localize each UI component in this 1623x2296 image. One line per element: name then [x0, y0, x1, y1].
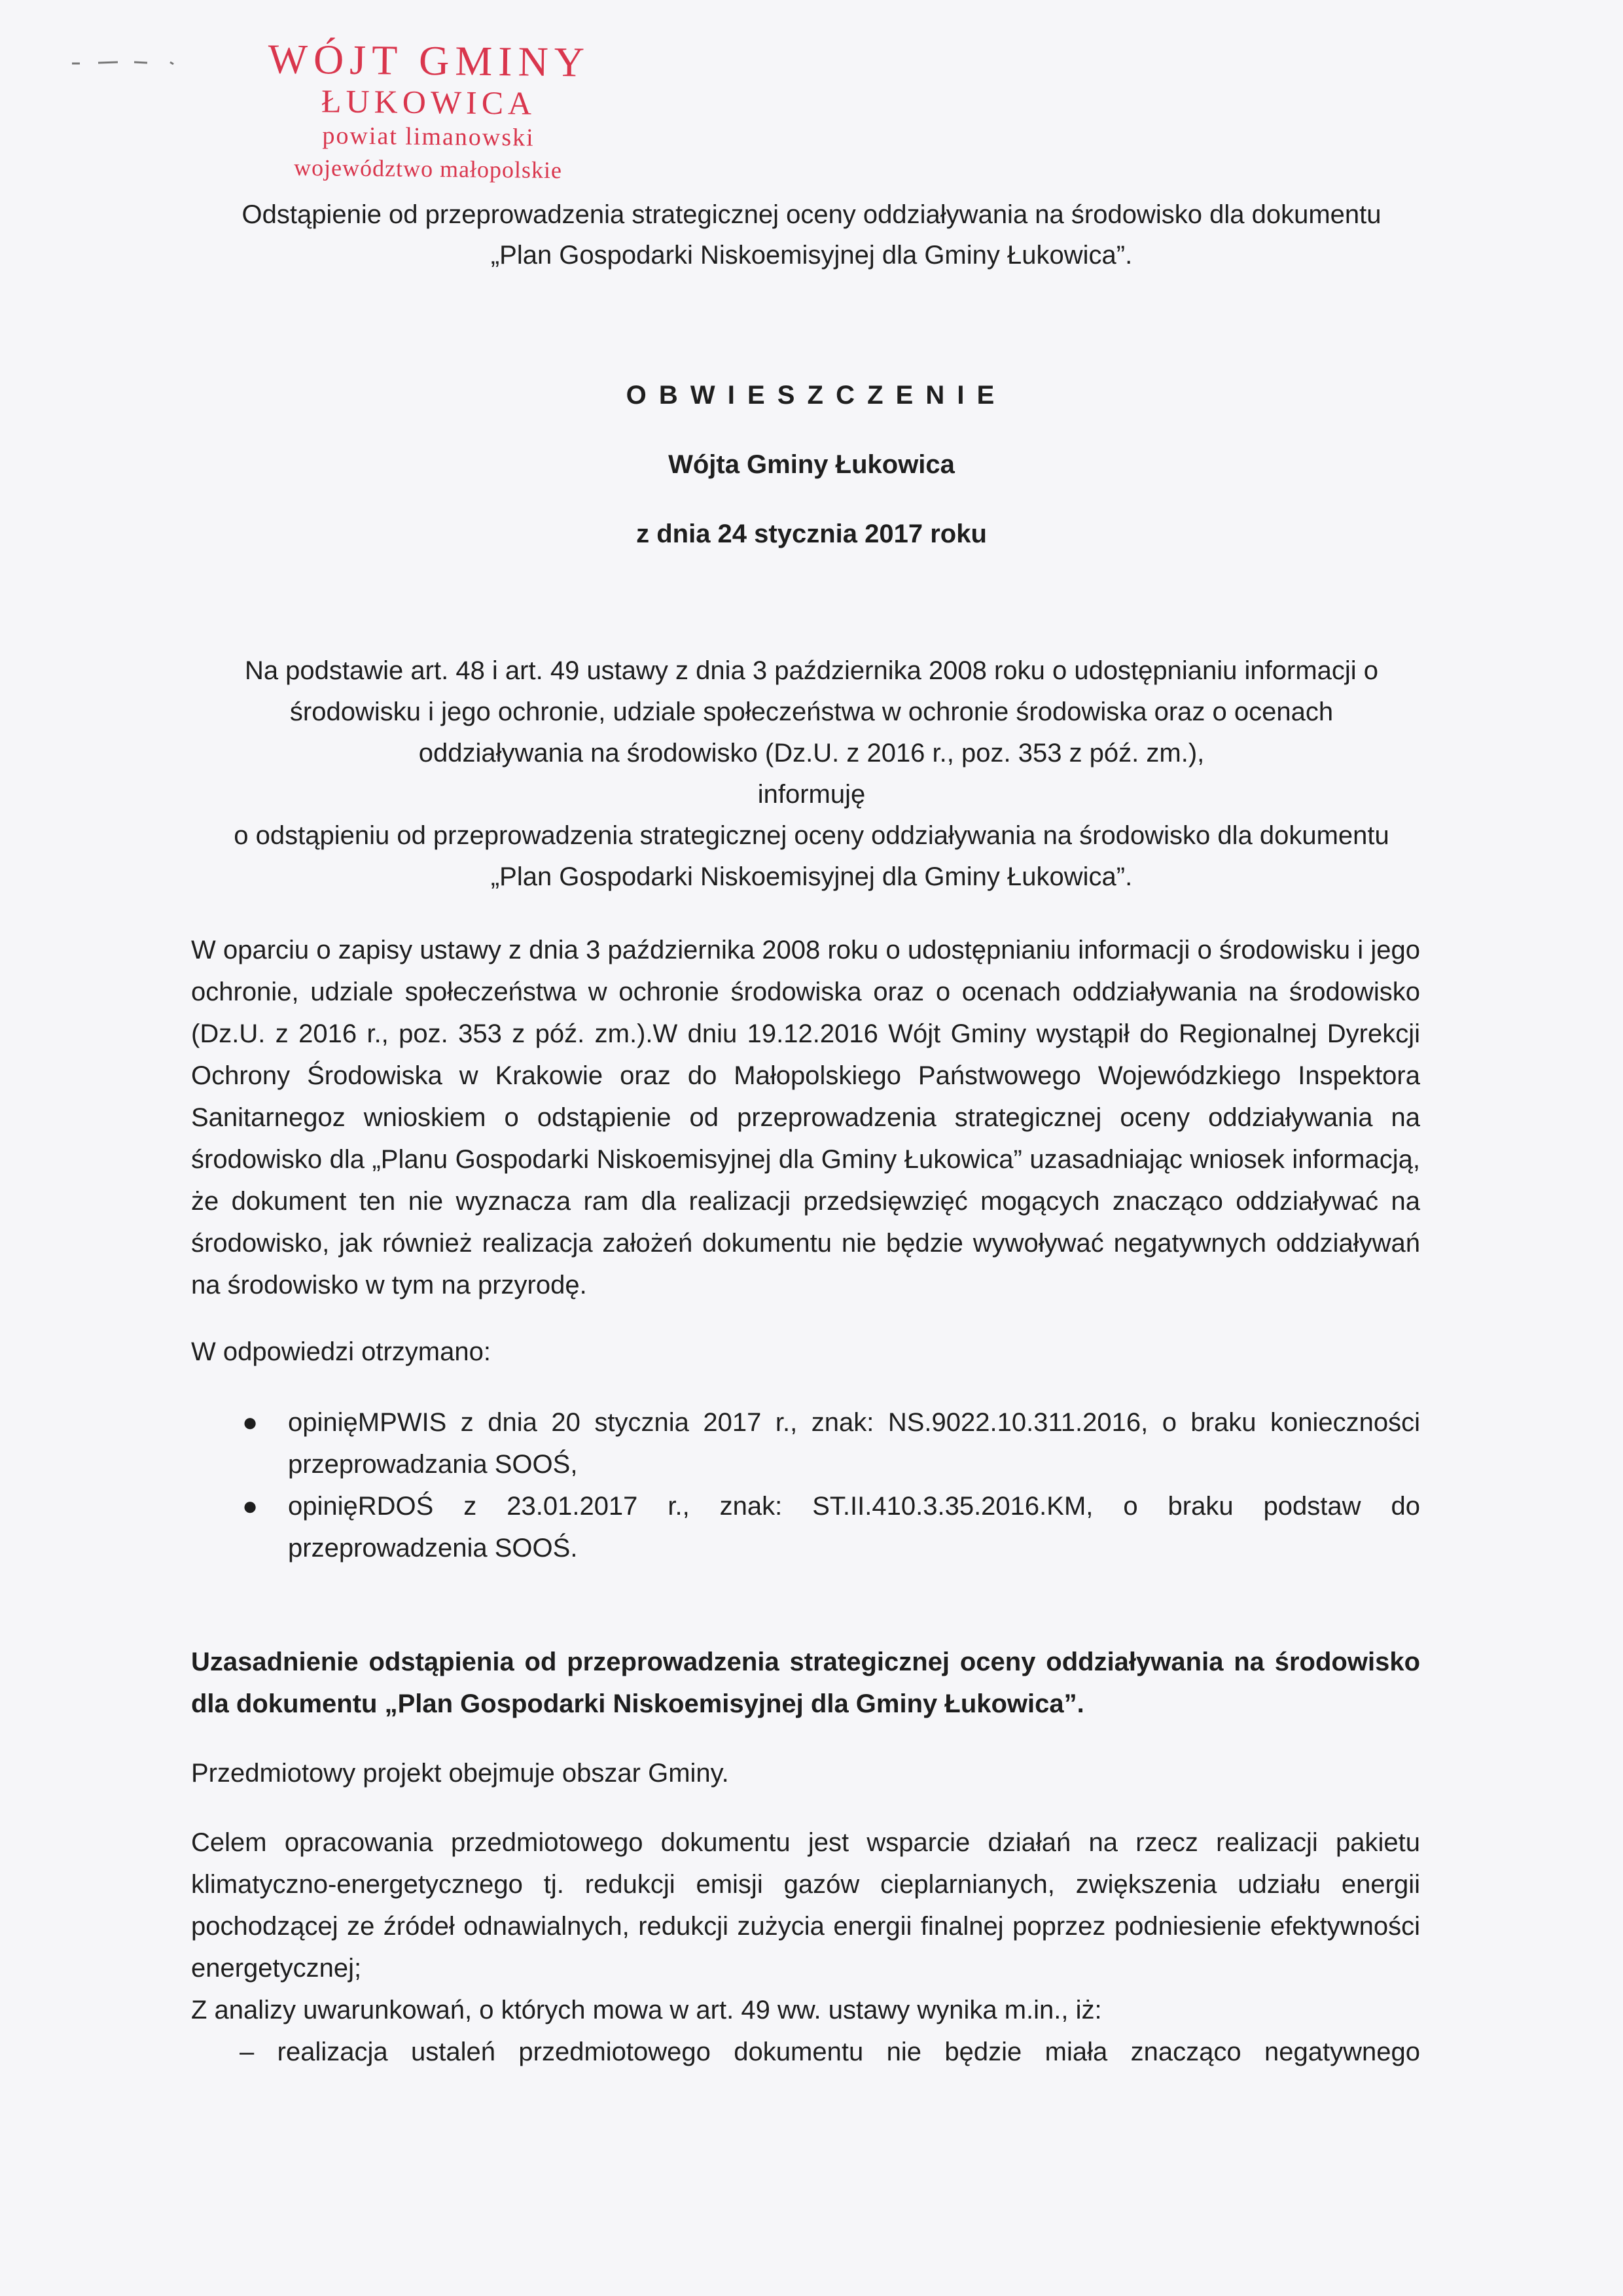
list-item — [236, 1402, 1420, 1485]
analysis-item: – realizacja ustaleń przedmiotowego dokumentu nie będzie miała znacząco negatywnego — [240, 2038, 1420, 2066]
paragraph-main: W oparciu o zapisy ustawy z dnia 3 października 2008 roku o udostępnianiu informacji o środowisku i jego ochronie, udziale społeczeństwa w ochronie środowiska oraz o ocenach oddziaływania na środowisko (Dz.U. z 2016 r., poz. 353 z póź. zm.).W dniu 19.12.2016 Wójt Gminy wystąpił do Regionalnej Dyrekcji Ochrony Środowiska w Krakowie oraz do Małopolskiego Państwowego Wojewódzkiego Inspektora Sanitarnegoz wnioskiem o odstąpienie od przeprowadzenia strategicznej oceny oddziaływania na środowisko dla „Planu Gospodarki Niskoemisyjnej dla Gminy Łukowica” uzasadniając wniosek informacją, że dokument ten nie wyznacza ram dla realizacji przedsięwzięć mogących znacząco oddziaływać na środowisko, jak również realizacja założeń dokumentu nie będzie wywoływać negatywnych oddziaływań na środowisko w tym na przyrodę. — [191, 936, 1420, 1299]
responses-list — [236, 1402, 1420, 1569]
notice-issuer: Wójta Gminy Łukowica — [668, 450, 955, 479]
goal-paragraph: Celem opracowania przedmiotowego dokumentu jest wsparcie działań na rzecz realizacji pakietu klimatyczno-energetycznego tj. redukcji emisji gazów cieplarnianych, zwiększenia udziału energii pochodzącej ze źródeł odnawialnych, redukcji zużycia energii finalnej poprzez podniesienie efektywności energetycznej; — [191, 1828, 1420, 1983]
stamp-line-2: ŁUKOWICA — [321, 82, 537, 122]
legal-basis-line-5: o odstąpieniu od przeprowadzenia strategicznej oceny oddziaływania na środowisko dla dokumentu — [234, 821, 1389, 850]
response-text: opinięRDOŚ z 23.01.2017 r., znak: ST.II.410.3.35.2016.KM, o braku podstaw do przeprowadzenia SOOŚ. — [288, 1492, 1420, 1563]
justification-heading: Uzasadnienie odstąpienia od przeprowadzenia strategicznej oceny oddziaływania na środowisko dla dokumentu „Plan Gospodarki Niskoemisyjnej dla Gminy Łukowica”. — [191, 1648, 1420, 1718]
stamp-line-1: WÓJT GMINY — [268, 35, 591, 86]
notice-date: z dnia 24 stycznia 2017 roku — [636, 520, 987, 548]
bullet-icon: ● — [242, 1492, 259, 1521]
stamp-line-3: powiat limanowski — [322, 122, 535, 152]
notice-title: O B W I E S Z C Z E N I E — [626, 381, 997, 410]
official-stamp — [241, 36, 616, 186]
legal-basis-line-2: środowisku i jego ochronie, udziale społeczeństwa w ochronie środowiska oraz o ocenach — [289, 698, 1334, 726]
list-item — [236, 1485, 1420, 1569]
legal-basis-line-6: „Plan Gospodarki Niskoemisyjnej dla Gminy Łukowica”. — [490, 862, 1133, 891]
responses-intro: W odpowiedzi otrzymano: — [191, 1337, 491, 1366]
legal-basis-line-3: oddziaływania na środowisko (Dz.U. z 2016 r., poz. 353 z póź. zm.), — [418, 739, 1205, 768]
legal-basis-line-1: Na podstawie art. 48 i art. 49 ustawy z dnia 3 października 2008 roku o udostępnianiu informacji o — [244, 656, 1379, 685]
analysis-intro: Z analizy uwarunkowań, o których mowa w art. 49 ww. ustawy wynika m.in., iż: — [191, 1996, 1102, 2024]
legal-basis-line-4: informuję — [757, 780, 866, 809]
scope-paragraph: Przedmiotowy projekt obejmuje obszar Gminy. — [191, 1759, 729, 1788]
subject-line-1: Odstąpienie od przeprowadzenia strategicznej oceny oddziaływania na środowisko dla dokumentu — [241, 200, 1382, 229]
response-text: opinięMPWIS z dnia 20 stycznia 2017 r., znak: NS.9022.10.311.2016, o braku konieczności przeprowadzania SOOŚ, — [288, 1408, 1420, 1479]
scan-mark — [72, 60, 177, 65]
subject-line-2: „Plan Gospodarki Niskoemisyjnej dla Gminy Łukowica”. — [490, 241, 1133, 270]
stamp-line-4: województwo małopolskie — [293, 154, 563, 184]
bullet-icon: ● — [242, 1408, 259, 1437]
